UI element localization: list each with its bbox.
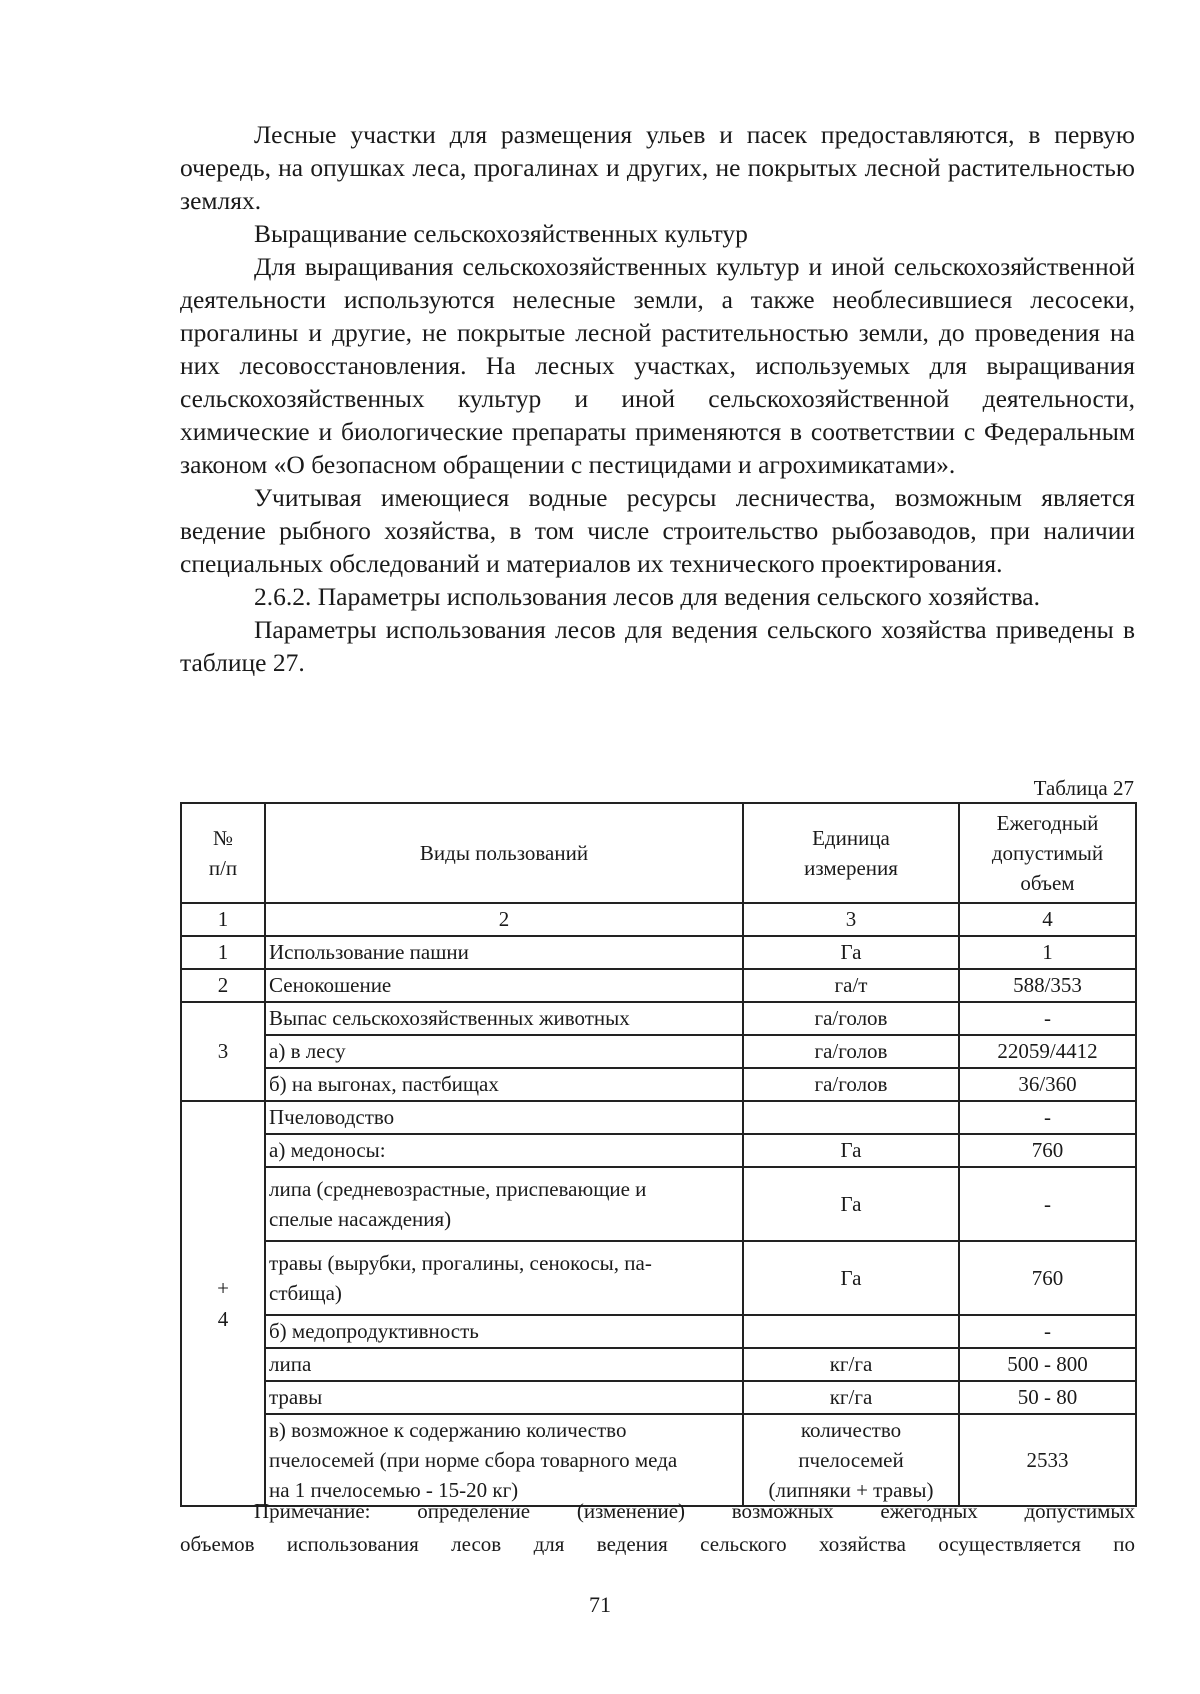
table-caption: Таблица 27 [1033, 776, 1134, 800]
table-row [181, 1315, 1136, 1348]
row-value: 2533 [959, 1414, 1136, 1506]
row-unit: кг/га [743, 1381, 959, 1414]
table-row [181, 1414, 1136, 1506]
paragraph-apiary-plots: Лесные участки для размещения ульев и пасек предоставляются, в первую очередь, на опушках леса, прогалинах и других, не покрытых лесной растительностью землях. [180, 120, 1135, 215]
page-number: 71 [589, 1592, 611, 1617]
row-kind: а) в лесу [265, 1035, 743, 1068]
row-kind: б) на выгонах, пастбищах [265, 1068, 743, 1101]
row-kind: травы [265, 1381, 743, 1414]
table-row [181, 1068, 1136, 1101]
agriculture-parameters-table [180, 802, 1137, 1507]
table-row [181, 936, 1136, 969]
row-unit: га/голов [743, 1002, 959, 1035]
row-kind: Использование пашни [265, 936, 743, 969]
row-value: - [959, 1315, 1136, 1348]
header-unit: Единица измерения [743, 803, 959, 903]
row-unit: га/голов [743, 1068, 959, 1101]
header-annual-volume: Ежегодный допустимый объем [959, 803, 1136, 903]
row-value: 760 [959, 1241, 1136, 1315]
column-number: 4 [959, 903, 1136, 936]
row-unit [743, 1315, 959, 1348]
row-value: 50 - 80 [959, 1381, 1136, 1414]
table-row [181, 1101, 1136, 1134]
row-unit: кг/га [743, 1348, 959, 1381]
row-value: 1 [959, 936, 1136, 969]
header-kind: Виды пользований [265, 803, 743, 903]
row-unit: Га [743, 1167, 959, 1241]
row-kind: травы (вырубки, прогалины, сенокосы, па- стбища) [265, 1241, 743, 1315]
table-row [181, 1348, 1136, 1381]
row-kind: а) медоносы: [265, 1134, 743, 1167]
column-number: 1 [181, 903, 265, 936]
row-unit: га/т [743, 969, 959, 1002]
table-row [181, 1167, 1136, 1241]
row-value: - [959, 1101, 1136, 1134]
body-text [180, 118, 1135, 679]
column-number: 2 [265, 903, 743, 936]
row-number: 3 [181, 1002, 265, 1101]
row-unit: Га [743, 936, 959, 969]
row-kind: липа (средневозрастные, приспевающие и спелые насаждения) [265, 1167, 743, 1241]
row-kind: б) медопродуктивность [265, 1315, 743, 1348]
row-unit: Га [743, 1134, 959, 1167]
paragraph-crop-growing: Для выращивания сельскохозяйственных культур и иной сельскохозяйственной деятельности используются нелесные земли, а также необлесившиеся лесосеки, прогалины и другие, не покрытые лесной растительностью земли, до проведения на них лесовосстановления. На лесных участках, используемых для выращивания сельскохозяйственных культур и иной сельскохозяйственной деятельности, химические и биологические препараты применяются в соответствии с Федеральным законом «О безопасном обращении с пестицидами и агрохимикатами». [180, 252, 1135, 479]
table-row [181, 1002, 1136, 1035]
paragraph-fish-farming: Учитывая имеющиеся водные ресурсы лесничества, возможным является ведение рыбного хозяйства, в том числе строительство рыбозаводов, при наличии специальных обследований и материалов их технического проектирования. [180, 483, 1135, 578]
row-value: - [959, 1167, 1136, 1241]
row-number: 1 [181, 936, 265, 969]
row-value: 36/360 [959, 1068, 1136, 1101]
row-number: + 4 [181, 1101, 265, 1506]
row-value: 588/353 [959, 969, 1136, 1002]
column-number-row [181, 903, 1136, 936]
row-unit: количество пчелосемей (липняки + травы) [743, 1414, 959, 1506]
row-value: 500 - 800 [959, 1348, 1136, 1381]
table-row [181, 1241, 1136, 1315]
row-kind: Пчеловодство [265, 1101, 743, 1134]
paragraph-table-reference: Параметры использования лесов для ведения сельского хозяйства приведены в таблице 27. [180, 615, 1135, 677]
row-kind: липа [265, 1348, 743, 1381]
row-unit [743, 1101, 959, 1134]
table-row [181, 1035, 1136, 1068]
row-value: 22059/4412 [959, 1035, 1136, 1068]
table-row [181, 1134, 1136, 1167]
row-unit: га/голов [743, 1035, 959, 1068]
table-header-row [181, 803, 1136, 903]
table-note-line-1: Примечание: определение (изменение) возможных ежегодных допустимых [254, 1499, 1135, 1523]
row-kind: в) возможное к содержанию количество пчелосемей (при норме сбора товарного меда на 1 пчелосемью - 15-20 кг) [265, 1414, 743, 1506]
row-unit: Га [743, 1241, 959, 1315]
column-number: 3 [743, 903, 959, 936]
table-row [181, 969, 1136, 1002]
table-row [181, 1381, 1136, 1414]
paragraph-crop-growing-heading: Выращивание сельскохозяйственных культур [254, 219, 748, 248]
section-heading-2-6-2: 2.6.2. Параметры использования лесов для ведения сельского хозяйства. [254, 582, 1040, 611]
table-note-line-2: объемов использования лесов для ведения сельского хозяйства осуществляется по [180, 1532, 1135, 1556]
row-kind: Сенокошение [265, 969, 743, 1002]
row-kind: Выпас сельскохозяйственных животных [265, 1002, 743, 1035]
row-value: - [959, 1002, 1136, 1035]
row-number: 2 [181, 969, 265, 1002]
header-number: № п/п [181, 803, 265, 903]
row-value: 760 [959, 1134, 1136, 1167]
